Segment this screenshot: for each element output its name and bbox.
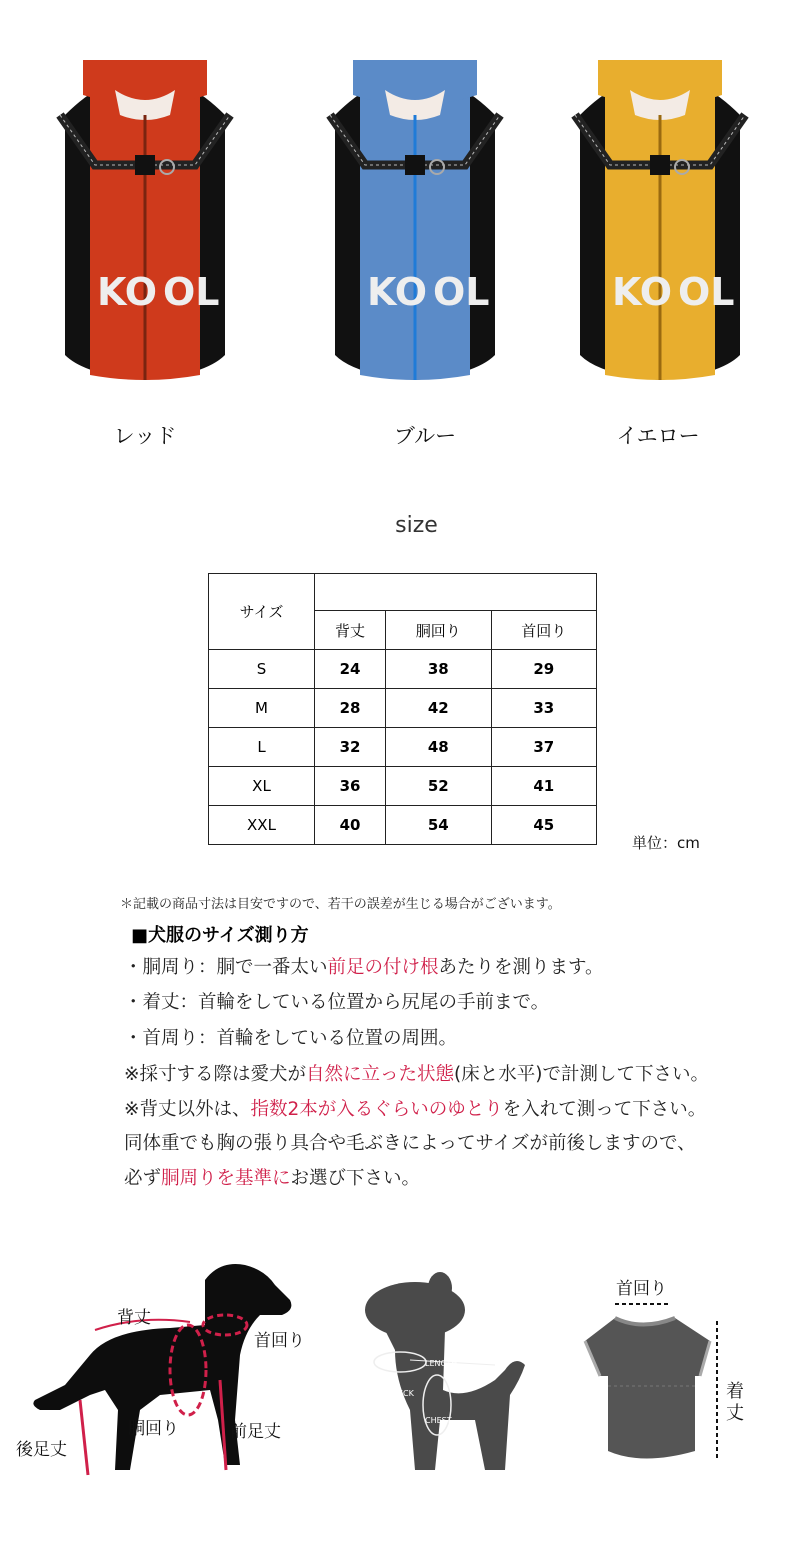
diagram-chest: 胴回り — [128, 1419, 179, 1439]
product-blue-vest[interactable] — [325, 55, 505, 385]
guide-title: ■犬服のサイズ測り方 — [131, 925, 309, 946]
guide-highlight: 指数2本が入るぐらいのゆとり — [250, 1099, 503, 1120]
value-cell: 37 — [491, 728, 596, 767]
column-back-length: 背丈 — [315, 611, 386, 650]
value-cell: 45 — [491, 806, 596, 845]
value-cell: 28 — [315, 689, 386, 728]
color-label-yellow: イエロー — [616, 424, 700, 448]
diagram-hind-leg: 後足丈 — [16, 1440, 67, 1460]
size-header-blank — [315, 574, 597, 611]
guide-text: を入れて測って下さい。 — [502, 1099, 707, 1120]
size-cell: XL — [209, 767, 315, 806]
table-row — [209, 806, 597, 845]
value-cell: 41 — [491, 767, 596, 806]
svg-text:OL: OL — [678, 270, 735, 314]
value-cell: 54 — [386, 806, 491, 845]
size-title: size — [395, 513, 438, 538]
guide-text: (床と水平)で計測して下さい。 — [454, 1064, 709, 1085]
svg-text:OL: OL — [163, 270, 220, 314]
cartoon-chest-label: CHEST — [425, 1416, 452, 1425]
svg-text:OL: OL — [433, 270, 490, 314]
shirt-diagram — [580, 1296, 730, 1471]
diagram-back-length: 背丈 — [117, 1308, 151, 1328]
vest-illustration — [325, 55, 505, 385]
value-cell: 38 — [386, 650, 491, 689]
value-cell: 33 — [491, 689, 596, 728]
guide-text: 必ず — [124, 1168, 162, 1189]
guide-line — [124, 1024, 457, 1050]
diagram-neck: 首回り — [254, 1331, 305, 1351]
unit-label: 単位：cm — [632, 834, 700, 852]
color-label-blue: ブルー — [393, 424, 457, 448]
guide-text: ・着丈：首輪をしている位置から尻尾の手前まで。 — [124, 992, 550, 1013]
guide-text: あたりを測ります。 — [438, 957, 604, 978]
table-row — [209, 728, 597, 767]
guide-line — [124, 1095, 706, 1121]
guide-line — [124, 988, 549, 1014]
guide-text: お選び下さい。 — [290, 1168, 421, 1189]
size-cell: S — [209, 650, 315, 689]
svg-text:KO: KO — [612, 270, 673, 314]
value-cell: 29 — [491, 650, 596, 689]
table-row — [209, 767, 597, 806]
svg-text:KO: KO — [97, 270, 158, 314]
value-cell: 42 — [386, 689, 491, 728]
cartoon-dog-diagram — [355, 1270, 535, 1480]
guide-line — [124, 1129, 696, 1155]
vest-illustration — [570, 55, 750, 385]
product-red-vest[interactable] — [55, 55, 235, 385]
cartoon-neck-label: NECK — [392, 1389, 414, 1398]
guide-line — [124, 1164, 420, 1190]
diagram-front-leg: 前足丈 — [230, 1422, 281, 1442]
column-chest: 胴回り — [386, 611, 491, 650]
value-cell: 36 — [315, 767, 386, 806]
size-cell: L — [209, 728, 315, 767]
value-cell: 24 — [315, 650, 386, 689]
column-neck: 首回り — [491, 611, 596, 650]
size-cell: XXL — [209, 806, 315, 845]
guide-highlight: 胴周りを基準に — [161, 1168, 291, 1189]
table-row — [209, 689, 597, 728]
value-cell: 32 — [315, 728, 386, 767]
guide-text: ・胴周り：胴で一番太い — [124, 957, 328, 978]
shirt-length-label-2: 丈 — [726, 1403, 744, 1424]
guide-line — [124, 953, 604, 979]
value-cell: 40 — [315, 806, 386, 845]
color-label-red: レッド — [113, 424, 177, 448]
shirt-length-label-1: 着 — [726, 1381, 744, 1402]
guide-text: ・首周り：首輪をしている位置の周囲。 — [124, 1028, 458, 1049]
value-cell: 52 — [386, 767, 491, 806]
guide-line — [124, 1060, 709, 1086]
guide-text: 同体重でも胸の張り具合や毛ぶきによってサイズが前後しますので、 — [124, 1133, 696, 1154]
svg-text:KO: KO — [367, 270, 428, 314]
vest-illustration — [55, 55, 235, 385]
cartoon-length-label: LENGTH — [425, 1359, 458, 1368]
table-row — [209, 650, 597, 689]
product-yellow-vest[interactable] — [570, 55, 750, 385]
shirt-neck-label: 首回り — [616, 1279, 667, 1299]
value-cell: 48 — [386, 728, 491, 767]
guide-highlight: 自然に立った状態 — [306, 1064, 455, 1085]
guide-highlight: 前足の付け根 — [327, 957, 439, 978]
disclaimer-note: ＊記載の商品寸法は目安ですので、若干の誤差が生じる場合がございます。 — [120, 897, 561, 912]
size-table — [208, 573, 597, 845]
guide-text: ※背丈以外は、 — [124, 1099, 251, 1120]
size-cell: M — [209, 689, 315, 728]
guide-text: ※採寸する際は愛犬が — [124, 1064, 307, 1085]
size-header: サイズ — [209, 574, 315, 650]
